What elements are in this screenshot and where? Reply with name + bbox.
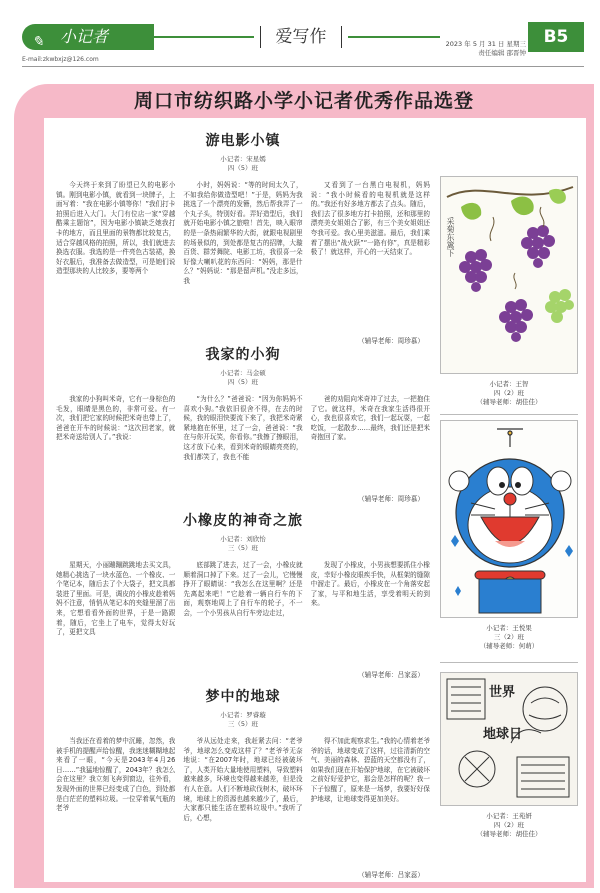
- article-byline: [56, 535, 430, 553]
- email-line[interactable]: E-mail:zkwbxjz@126.com: [22, 56, 99, 63]
- article-column: 爸的劝阻向米奇冲了过去，一把抱住了它。就这样，米奇在我家生活得很开心，我也很喜欢它，我们一起玩耍，一起吃饭，一起散步……最终，我们还是把米奇抱回了家。: [310, 395, 430, 442]
- poster-title-1: 世界: [489, 685, 516, 700]
- earth-day-caption: [440, 812, 578, 839]
- art-grade: 四（2）班: [493, 389, 525, 397]
- article-byline: [56, 155, 430, 173]
- masthead-rule-right: [348, 36, 440, 38]
- article-grade: 三（5）班: [227, 544, 259, 552]
- art-author: 小记者：王苑妍: [486, 812, 532, 820]
- art-teacher: （辅导老师：胡佳佳）: [476, 830, 542, 838]
- doraemon-illustration: [441, 421, 578, 618]
- article-author: 小记者：罗睿璇: [220, 711, 266, 719]
- section-title: 爱写作: [258, 22, 344, 52]
- article-column: 底部跳了进去，过了一会，小橡皮就顺着洞口掉了下来。过了一会儿，它慢慢挣开了眼睛说：“我怎么在这里啊？还是先离起来吧！”它趁着一辆自行车的下面，观察地周上了自行车的轮子，不一会，一个小男孩从自行车旁边走过，: [183, 561, 303, 617]
- article-columns: [56, 561, 430, 667]
- article-author: 小记者：马金硕: [220, 369, 266, 377]
- date-line: 2023 年 5 月 31 日 星期三: [445, 40, 526, 48]
- article-grade: 三（5）班: [227, 720, 259, 728]
- article-title: 游电影小镇: [205, 133, 281, 149]
- page-headline: 周口市纺织路小学小记者优秀作品选登: [133, 90, 474, 112]
- article-columns: [56, 395, 430, 491]
- art-author: 小记者：王智: [489, 380, 529, 388]
- grape-vertical-text: 采菊东篱下: [446, 217, 455, 257]
- art-divider: [440, 414, 578, 415]
- article-byline: [56, 711, 430, 729]
- date-block: [416, 40, 526, 58]
- art-author: 小记者：王悦果: [486, 624, 532, 632]
- art-grade: 四（2）班: [493, 821, 525, 829]
- article-grade: 四（5）班: [227, 164, 259, 172]
- masthead-rule-left: [154, 36, 254, 38]
- article-column: 星期天，小丽蹦蹦跳跳地去买文具，她精心挑选了一块水蓝色、一个橡皮、一个笔记本，随后去了个大袋子，把文具都装进了里面。可是，调皮的小橡皮趁着妈妈不注意，悄悄从笔记本的夹缝里溜了出来，它想看看外面的世界，于是一路跟着，随后，它坐上了电车，觉得太好玩了，更把文具: [56, 561, 176, 637]
- art-teacher: （辅导老师：胡佳佳）: [476, 398, 542, 406]
- doraemon-drawing: [440, 420, 578, 618]
- article-teacher: （辅导老师：周珍慕）: [358, 495, 424, 503]
- article-byline: [56, 369, 430, 387]
- grape-illustration: [441, 177, 578, 374]
- article-title: 我家的小狗: [205, 347, 281, 363]
- masthead: [0, 0, 600, 70]
- art-divider: [440, 662, 578, 663]
- article-author: 小记者：宋星嫣: [220, 155, 266, 163]
- article-columns: [56, 181, 430, 333]
- article-movie-town: [56, 130, 430, 345]
- article-earth-dream: [56, 686, 430, 879]
- article-column: 得不加此观察求生。”我的心情着老爷爷的话，地球变成了这样，过往清新的空气、美丽的森林、碧蓝的天空都没有了，如果我们现在开始保护地球，在它被破坏之前好好爱护它，那会是怎样的呢？我一下子惊醒了，原来是一场梦，我要好好保护地球，让地球变得更加美好。: [310, 737, 430, 803]
- masthead-logo: [22, 24, 154, 50]
- article-column: 爷从远处走来，我赶紧去问：“老爷爷，地球怎么变成这样了？”老爷爷无奈地说：“在2007年时，地球已经被破坏了，人类开始大量地使用塑料，导致塑料越来越多，环境也变得越来越差，但是没有人在意。人们不断地砍伐树木，破坏环境，地球上的资源也越来越少了，最后，大家都只能生活在塑料垃圾中。”我听了后，心想，: [183, 737, 303, 822]
- masthead-divider: [22, 66, 584, 67]
- grape-painting: [440, 176, 578, 374]
- grape-caption: [440, 380, 578, 407]
- earth-day-poster: [440, 672, 578, 806]
- article-title: 梦中的地球: [205, 689, 281, 705]
- article-column: 今天终于来到了盼望已久的电影小镇。刚到电影小镇，就看到一块牌子，上面写着：“我在电影小镇等你！”我们打卡拍照后进入大门。大门有位店一家“穿越酷乘主题馆”，因为电影小镇缺乏她我打卡的地方，而且里面的景物都比较复古，适合穿越风格的拍照，所以，我们就进去换选衣服。我选的是一件亮色古装裙，换好衣服后，我准备去做造型，可是她们说造型那块的人比较多，要等两个: [56, 181, 176, 276]
- article-teacher: （辅导老师：吕家蕊）: [358, 671, 424, 679]
- article-column: 我家的小狗叫米奇，它有一身棕色的毛发，眼睛是黑色的，非常可爱。有一次，我们把它家的时候把米奇也带上了，爸爸在开车的时候说：“这次回老家，就把米奇送给别人了。”我说：: [56, 395, 176, 442]
- page-number: B5: [528, 22, 584, 52]
- article-columns: [56, 737, 430, 867]
- article-column: “为什么？”爸爸说：“因为你妈妈不喜欢小狗。”我依旧很舍不得，在去的时候，我的眼泪快要流下来了，我把米奇紧紧地抱在怀里，过了一会，爸爸说：“我在与你开玩笑，你看你。”我擦了擦眼泪，这才放下心来，看到米奇的眼睛亮亮的，我们都笑了，我也不能: [183, 395, 303, 461]
- poster-title-2: 地球日: [483, 727, 523, 742]
- article-column: 当我还在看着的梦中沉睡，忽然，我被手机的提醒声给惊醒，我迷迷糊糊地起来看了一眼，“今天是2043年4月26日……”我猛地惊醒了，2043年？我怎么会在这里？我立刻飞奔到窗边，往外看，发现外面的世界已经变成了白色，到处都是白茫茫的塑料垃圾。一位穿着氧气瓶的老爷: [56, 737, 176, 813]
- article-title: 小橡皮的神奇之旅: [183, 513, 303, 529]
- art-teacher: （辅导老师：何萌）: [479, 642, 539, 650]
- logo-text: 小记者: [60, 27, 109, 46]
- doraemon-caption: [440, 624, 578, 651]
- art-grade: 三（2）班: [493, 633, 525, 641]
- pen-icon: ✎: [32, 34, 44, 50]
- article-column: 小时，妈妈说：“等的时间太久了，不如我给你做造型吧！”于是，妈妈为我挑选了一个漂亮的发簪，然后帮我弄了一个丸子头，特别好看。弄好造型后，我们就开始电影小镇之旅啦！首先，映入眼帘的是一条热闹繁华的大街，就跟电视剧里的场景似的，到处都是复古的招牌，大璇百货、群芳舞院、电影工坊，我很喜一朵好像大喇叭花的东西问：“妈妈，那是什么？”妈妈说：“那是留声机。”没走多远，我: [183, 181, 303, 285]
- article-grade: 四（5）班: [227, 378, 259, 386]
- article-author: 小记者：刘欣怡: [220, 535, 266, 543]
- editor-line: 责任编辑 邵晋钟: [478, 49, 526, 57]
- article-column: 又看到了一台黑白电视机，妈妈说：“我小时候看的电视机就是这样的。”我还有好多地方都去了点头。随后，我们去了很多地方打卡拍照，还和那里的漂亮美女姐姐合了影，有三个美女姐姐还夸我可爱。我心里美滋滋。最后，我们乘着了摆出“战火跃”“一路有你”，真是精彩极了！就这样，开心的一天结束了。: [310, 181, 430, 257]
- article-teacher: （辅导老师：周珍慕）: [358, 337, 424, 345]
- article-column: 发现了小橡皮，小男孩想要抓住小橡皮，幸好小橡皮眼疾手快，从框架的缝隙中溜走了。最后，小橡皮在一个角落安起了家，与平和地生活，享受着明天的到来。: [310, 561, 430, 608]
- article-teacher: （辅导老师：吕家蕊）: [358, 871, 424, 879]
- article-eraser-journey: [56, 510, 430, 679]
- article-my-dog: [56, 344, 430, 503]
